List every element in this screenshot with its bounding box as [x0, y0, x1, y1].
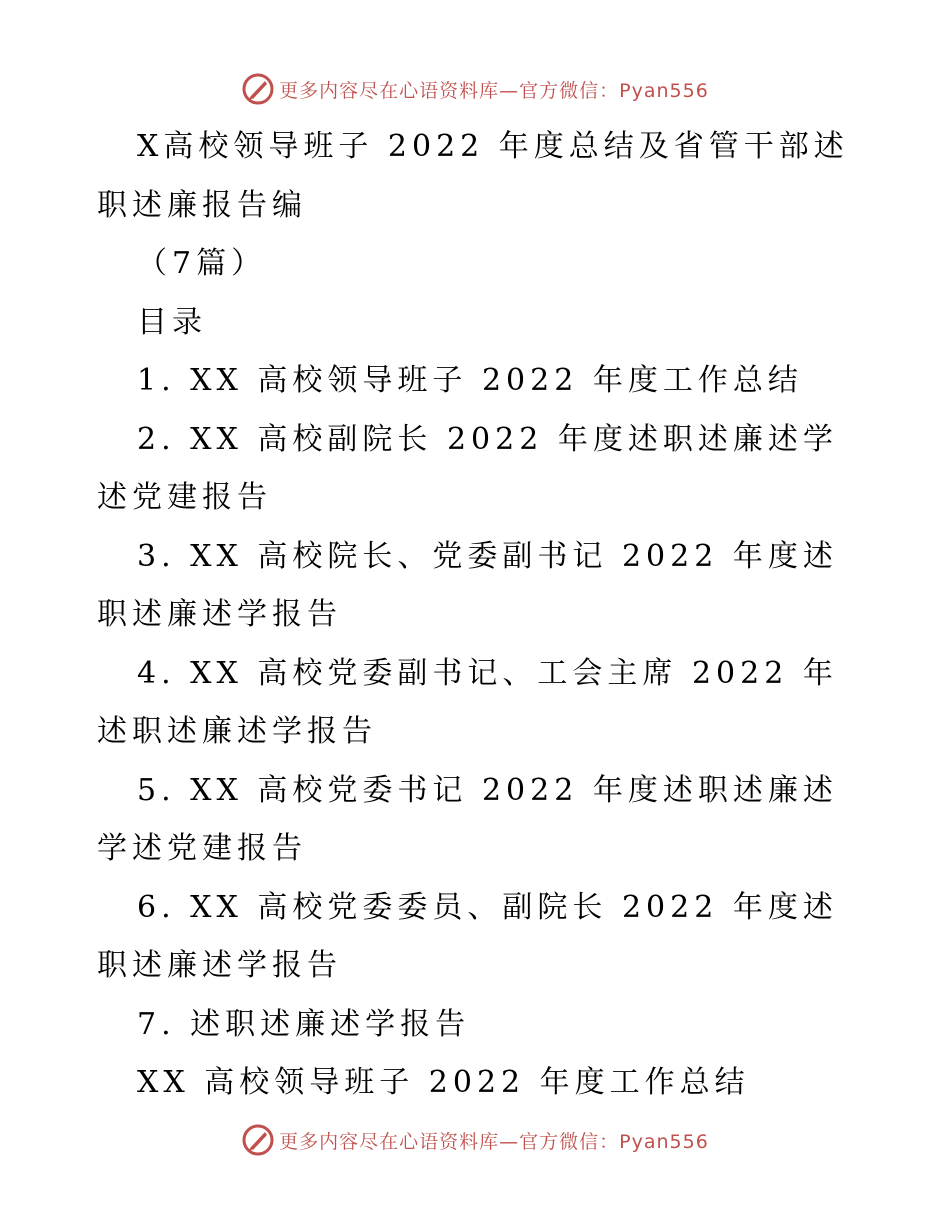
document-count: （7篇） [137, 246, 267, 281]
toc-heading: 目录 [137, 304, 207, 340]
document-title: X高校领导班子 2022 年度总结及省管干部述职述廉报告编 [97, 129, 849, 223]
document-body [97, 118, 853, 1113]
quill-logo-icon [241, 1123, 275, 1157]
watermark-banner-top [0, 72, 950, 106]
quill-logo-icon [241, 72, 275, 106]
watermark-text: 更多内容尽在心语资料库—官方微信：Pyan556 [279, 1130, 709, 1153]
watermark-text: 更多内容尽在心语资料库—官方微信：Pyan556 [279, 79, 709, 102]
toc-item: 4. XX 高校党委副书记、工会主席 2022 年述职述廉述学报告 [97, 655, 838, 749]
watermark-banner-bottom [0, 1123, 950, 1157]
toc-item: 1. XX 高校领导班子 2022 年度工作总结 [137, 363, 803, 398]
toc-item: 6. XX 高校党委委员、副院长 2022 年度述职述廉述学报告 [97, 889, 838, 983]
toc-item: 5. XX 高校党委书记 2022 年度述职述廉述学述党建报告 [97, 772, 838, 866]
section-title: XX 高校领导班子 2022 年度工作总结 [137, 1065, 750, 1100]
toc-item: 7. 述职述廉述学报告 [137, 1006, 471, 1042]
toc-item: 3. XX 高校院长、党委副书记 2022 年度述职述廉述学报告 [97, 538, 838, 632]
toc-item: 2. XX 高校副院长 2022 年度述职述廉述学述党建报告 [97, 421, 838, 515]
